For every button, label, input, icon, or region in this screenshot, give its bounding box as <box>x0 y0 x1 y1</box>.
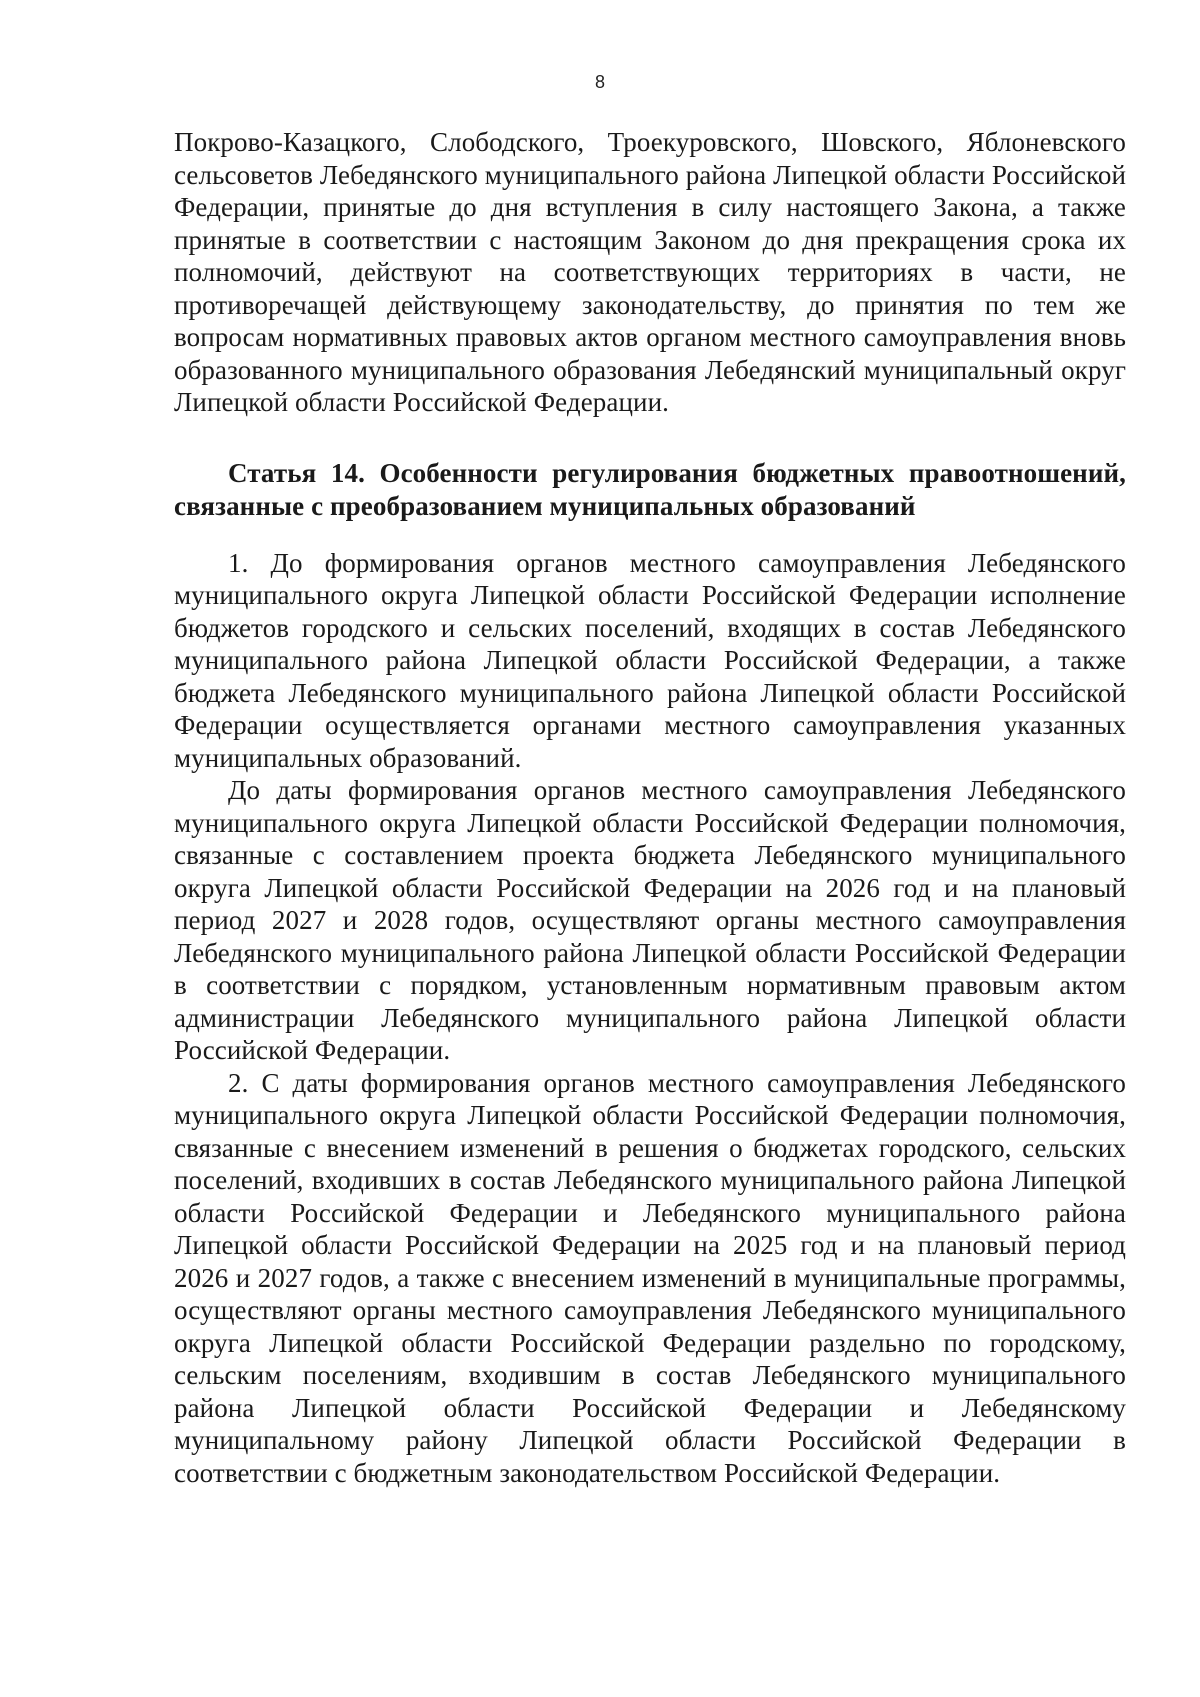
document-body <box>174 126 1126 1489</box>
article-14-heading: Статья 14. Особенности регулирования бюджетных правоотношений, связанные с преобразованием муниципальных образований <box>174 457 1126 521</box>
article-paragraph-3: 2. С даты формирования органов местного самоуправления Лебедянского муниципального округа Липецкой области Российской Федерации полномочия, связанные с внесением изменений в решения о бюджетах городского, сельских поселений, входивших в состав Лебедянского муниципального района Липецкой области Российской Федерации и Лебедянского муниципального района Липецкой области Российской Федерации на 2025 год и на плановый период 2026 и 2027 годов, а также с внесением изменений в муниципальные программы, осуществляют органы местного самоуправления Лебедянского муниципального округа Липецкой области Российской Федерации раздельно по городскому, сельским поселениям, входившим в состав Лебедянского муниципального района Липецкой области Российской Федерации и Лебедянскому муниципальному району Липецкой области Российской Федерации в соответствии с бюджетным законодательством Российской Федерации. <box>174 1067 1126 1488</box>
article-paragraph-1: 1. До формирования органов местного самоуправления Лебедянского муниципального округа Липецкой области Российской Федерации исполнение бюджетов городского и сельских поселений, входящих в состав Лебедянского муниципального района Липецкой области Российской Федерации, а также бюджета Лебедянского муниципального района Липецкой области Российской Федерации осуществляется органами местного самоуправления указанных муниципальных образований. <box>174 547 1126 773</box>
page-number: 8 <box>594 72 605 92</box>
article-paragraph-2: До даты формирования органов местного самоуправления Лебедянского муниципального округа Липецкой области Российской Федерации полномочия, связанные с составлением проекта бюджета Лебедянского муниципального округа Липецкой области Российской Федерации на 2026 год и на плановый период 2027 и 2028 годов, осуществляют органы местного самоуправления Лебедянского муниципального района Липецкой области Российской Федерации в соответствии с порядком, установленным нормативным правовым актом администрации Лебедянского муниципального района Липецкой области Российской Федерации. <box>174 775 1126 1065</box>
continuation-paragraph: Покрово-Казацкого, Слободского, Троекуровского, Шовского, Яблоневского сельсоветов Лебедянского муниципального района Липецкой области Российской Федерации, принятые до дня вступления в силу настоящего Закона, а также принятые в соответствии с настоящим Законом до дня прекращения срока их полномочий, действуют на соответствующих территориях в части, не противоречащей действующему законодательству, до принятия по тем же вопросам нормативных правовых актов органом местного самоуправления вновь образованного муниципального образования Лебедянский муниципальный округ Липецкой области Российской Федерации. <box>174 127 1126 417</box>
